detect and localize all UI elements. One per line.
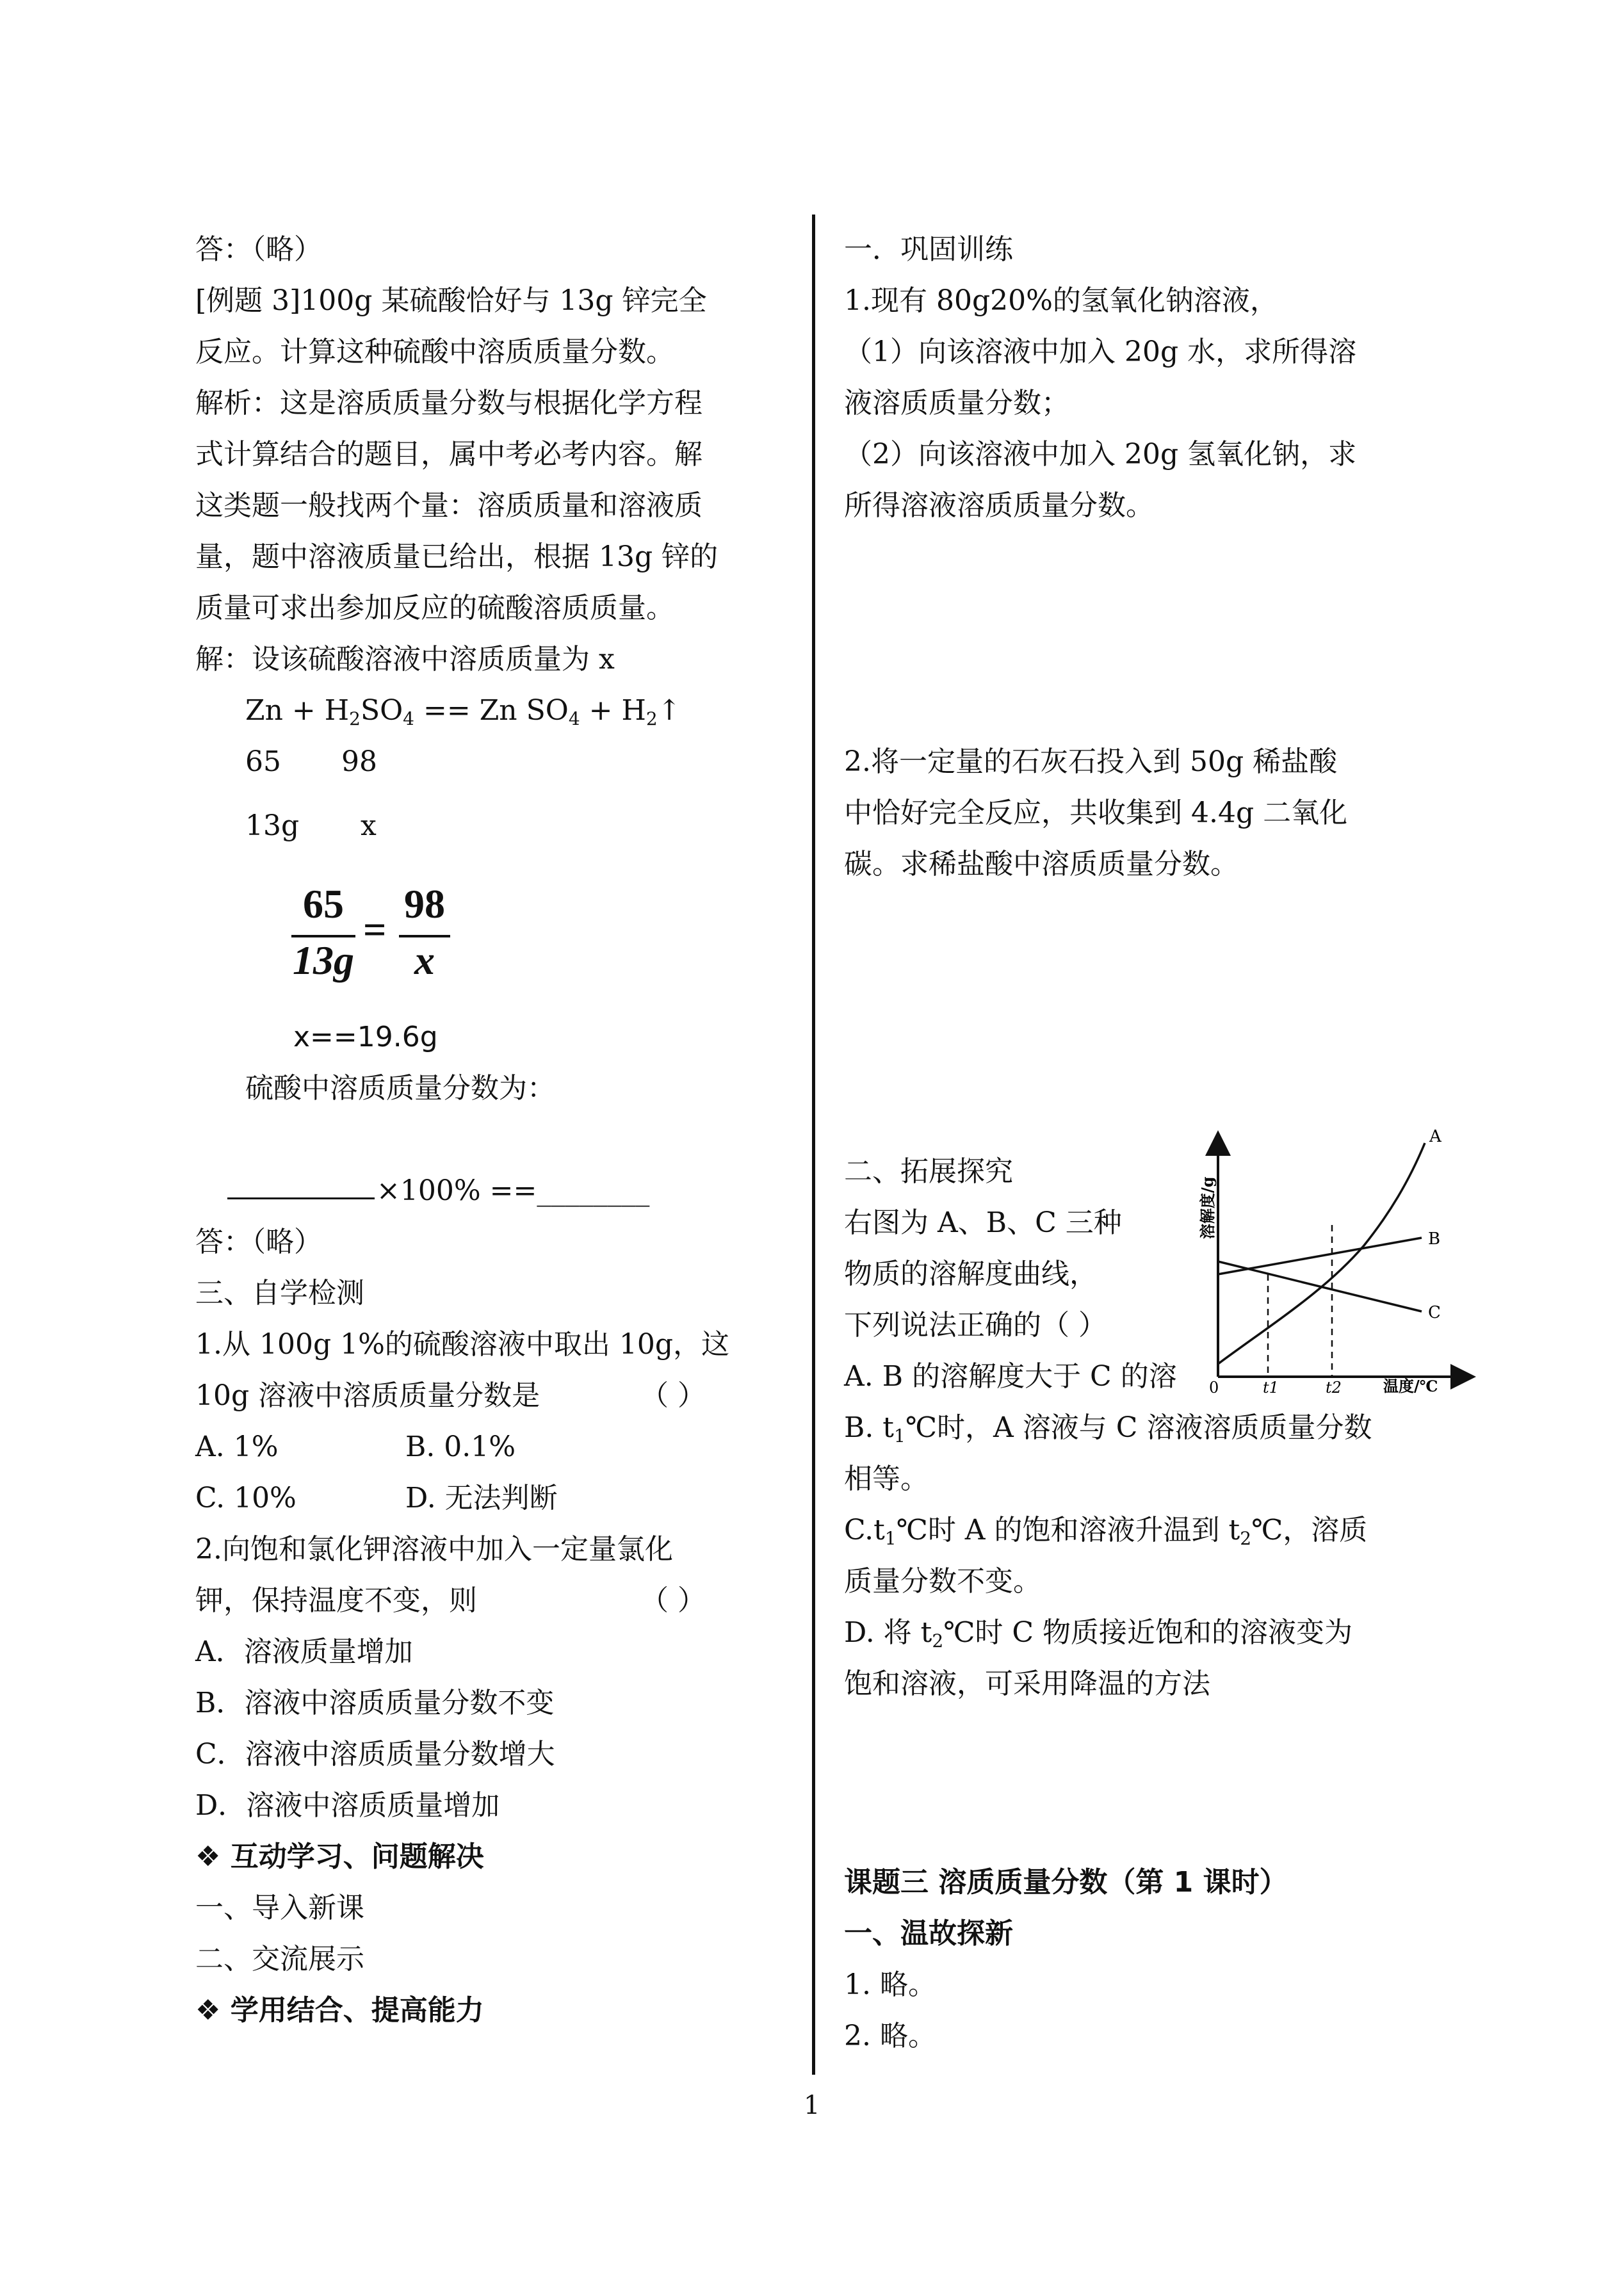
extension-option-b: B. $t_1℃$时，A 溶液与 C 溶液溶质质量分数 bbox=[844, 1411, 1372, 1447]
t1-label: t1 bbox=[1263, 1379, 1279, 1397]
section-consolidation: 一．巩固训练 bbox=[844, 233, 1013, 266]
analysis-line2: 式计算结合的题目，属中考必考内容。解 bbox=[195, 438, 702, 471]
proportion-equation bbox=[291, 880, 458, 996]
question2-answer-blank: （ ） bbox=[640, 1584, 706, 1617]
question1-option-d: D. 无法判断 bbox=[405, 1482, 558, 1514]
heading-review: 一、温故探新 bbox=[844, 1917, 1013, 1950]
heading-topic: 课题三 溶质质量分数（第 1 课时） bbox=[844, 1866, 1288, 1899]
x-result: x==19.6g bbox=[293, 1021, 438, 1053]
page-number: 1 bbox=[804, 2091, 820, 2120]
analysis-line5: 质量可求出参加反应的硫酸溶质质量。 bbox=[195, 592, 674, 624]
question1-option-a: A. 1% bbox=[195, 1431, 279, 1463]
question1-option-b: B. 0.1% bbox=[405, 1431, 516, 1463]
label-c: C bbox=[1428, 1303, 1441, 1322]
blank-underline bbox=[227, 1197, 375, 1199]
label-a: A bbox=[1429, 1127, 1441, 1146]
extension-line3: 下列说法正确的（ ） bbox=[844, 1309, 1107, 1342]
extension-line2: 物质的溶解度曲线， bbox=[844, 1258, 1098, 1290]
extension-line1: 右图为 A、B、C 三种 bbox=[844, 1206, 1122, 1239]
question1-option-c: C. 10% bbox=[195, 1482, 296, 1514]
mass-zn: 13g bbox=[245, 809, 300, 842]
chemical-equation: $Zn + H_2SO_4 == Zn$ $SO_4$ + $H_2↑$ bbox=[245, 694, 681, 729]
equals-sign: = bbox=[363, 907, 387, 952]
extension-option-a: A. B 的溶解度大于 C 的溶 bbox=[844, 1360, 1177, 1393]
analysis-line1: 解析：这是溶质质量分数与根据化学方程 bbox=[195, 387, 702, 419]
solution-line: 解：设该硫酸溶液中溶质质量为 x bbox=[195, 643, 615, 676]
fraction-denominator-2: x bbox=[414, 937, 435, 983]
example3-line1: [例题 3]100g 某硫酸恰好与 13g 锌完全 bbox=[195, 284, 707, 317]
answer-1: 1. 略。 bbox=[844, 1968, 936, 2001]
y-axis-label: 溶解度/g bbox=[1198, 1176, 1217, 1239]
solubility-chart bbox=[1198, 1127, 1473, 1397]
extension-option-c: $C.t_1℃$时 A 的饱和溶液升温到 $t_2℃$，溶质 bbox=[844, 1514, 1368, 1549]
question1-answer-blank: （ ） bbox=[640, 1379, 706, 1412]
question2-option-d: D．溶液中溶质质量增加 bbox=[195, 1789, 500, 1822]
section-exchange: 二、交流展示 bbox=[195, 1943, 364, 1975]
answer-line: 答：（略） bbox=[195, 233, 322, 266]
example3-line2: 反应。计算这种硫酸中溶质质量分数。 bbox=[195, 336, 674, 368]
label-b: B bbox=[1428, 1229, 1441, 1249]
exercise1-line4: （2）向该溶液中加入 20g 氢氧化钠，求 bbox=[844, 438, 1357, 471]
exercise2-line3: 碳。求稀盐酸中溶质质量分数。 bbox=[844, 848, 1238, 880]
section-self-test: 三、自学检测 bbox=[195, 1277, 364, 1310]
percentage-intro: 硫酸中溶质质量分数为： bbox=[245, 1072, 555, 1105]
exercise1-line5: 所得溶液溶质质量分数。 bbox=[844, 489, 1154, 522]
molar-mass-h2so4: 98 bbox=[341, 745, 377, 778]
question2-option-c: C．溶液中溶质质量分数增大 bbox=[195, 1738, 555, 1771]
question2-line1: 2.向饱和氯化钾溶液中加入一定量氯化 bbox=[195, 1533, 673, 1566]
curve-a bbox=[1218, 1143, 1425, 1364]
question2-option-b: B．溶液中溶质质量分数不变 bbox=[195, 1687, 555, 1719]
answer-line-2: 答：（略） bbox=[195, 1226, 322, 1258]
curve-c bbox=[1218, 1261, 1422, 1311]
percentage-formula: ×100% ==________ bbox=[377, 1174, 650, 1207]
mass-x: x bbox=[361, 809, 377, 842]
fraction-denominator-1: 13g bbox=[293, 937, 354, 983]
exercise1-line1: 1.现有 80g20%的氢氧化钠溶液， bbox=[844, 284, 1278, 317]
question2-line2: 钾，保持温度不变，则 bbox=[195, 1584, 477, 1617]
fraction-numerator-1: 65 bbox=[303, 881, 344, 927]
answer-2: 2. 略。 bbox=[844, 2020, 936, 2052]
analysis-line3: 这类题一般找两个量：溶质质量和溶液质 bbox=[195, 489, 702, 522]
exercise1-line3: 液溶质质量分数； bbox=[844, 387, 1069, 419]
analysis-line4: 量，题中溶液质量已给出，根据 13g 锌的 bbox=[195, 540, 719, 573]
column-divider bbox=[812, 215, 815, 2075]
exercise2-line1: 2.将一定量的石灰石投入到 50g 稀盐酸 bbox=[844, 745, 1338, 778]
origin-label: 0 bbox=[1209, 1379, 1219, 1397]
question2-option-a: A．溶液质量增加 bbox=[195, 1635, 413, 1668]
question1-line1: 1.从 100g 1%的硫酸溶液中取出 10g，这 bbox=[195, 1328, 730, 1361]
extension-option-c-cont: 质量分数不变。 bbox=[844, 1565, 1041, 1598]
extension-option-d: D. 将 $t_2℃$时 C 物质接近饱和的溶液变为 bbox=[844, 1616, 1353, 1651]
molar-mass-zn: 65 bbox=[245, 745, 281, 778]
section-extension: 二、拓展探究 bbox=[844, 1155, 1013, 1188]
extension-option-b-cont: 相等。 bbox=[844, 1463, 929, 1495]
exercise2-line2: 中恰好完全反应，共收集到 4.4g 二氧化 bbox=[844, 797, 1348, 829]
heading-interactive-learning: ❖ 互动学习、问题解决 bbox=[195, 1840, 484, 1873]
x-axis-label: 温度/℃ bbox=[1383, 1377, 1438, 1395]
exercise1-line2: （1）向该溶液中加入 20g 水，求所得溶 bbox=[844, 336, 1357, 368]
fraction-numerator-2: 98 bbox=[404, 881, 445, 927]
extension-option-d-cont: 饱和溶液，可采用降温的方法 bbox=[844, 1667, 1210, 1700]
t2-label: t2 bbox=[1326, 1379, 1342, 1397]
question1-line2: 10g 溶液中溶质质量分数是 bbox=[195, 1379, 540, 1412]
heading-apply-learning: ❖ 学用结合、提高能力 bbox=[195, 1994, 484, 2027]
section-intro: 一、导入新课 bbox=[195, 1892, 364, 1924]
